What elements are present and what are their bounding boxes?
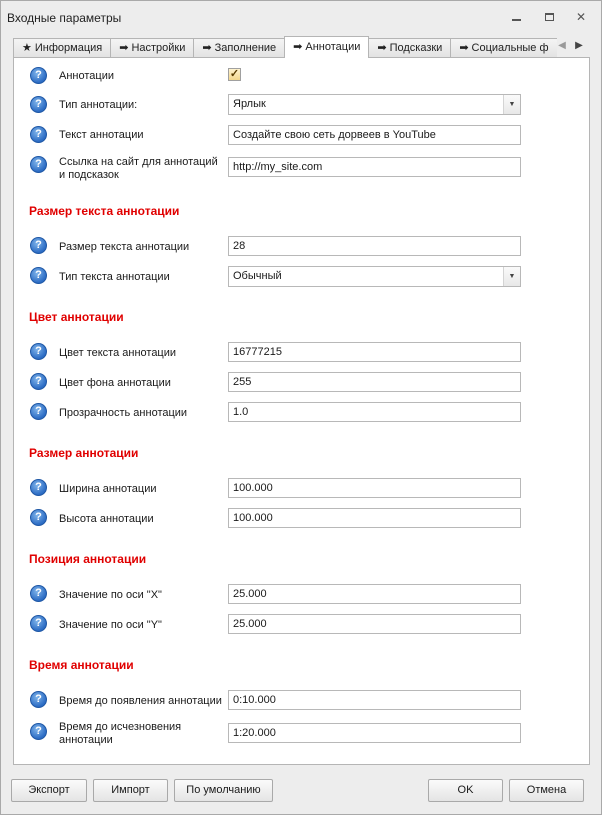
chevron-down-icon[interactable]: ▼ [503, 267, 520, 286]
help-icon[interactable]: ? [30, 267, 47, 284]
help-icon[interactable]: ? [30, 156, 47, 173]
pos-y-label: Значение по оси "Y" [59, 619, 162, 631]
cancel-button[interactable]: Отмена [509, 779, 584, 802]
text-type-label: Тип текста аннотации [59, 271, 170, 283]
maximize-button[interactable] [539, 9, 559, 25]
annotation-text-label: Текст аннотации [59, 129, 144, 141]
chevron-down-icon[interactable]: ▼ [503, 95, 520, 114]
arrow-right-icon: ➡ [119, 42, 129, 54]
arrow-right-icon: ➡ [459, 42, 469, 54]
help-icon[interactable]: ? [30, 479, 47, 496]
site-link-label-line1: Ссылка на сайт для аннотаций [59, 156, 218, 168]
help-icon[interactable]: ? [30, 615, 47, 632]
section-text-size-heading: Размер текста аннотации [29, 204, 180, 218]
show-time-label: Время до появления аннотации [59, 695, 222, 707]
tab-annotations[interactable] [284, 36, 369, 58]
tab-label: Настройки [131, 42, 186, 54]
annotation-type-label: Тип аннотации: [59, 99, 138, 111]
hide-time-label [59, 721, 181, 747]
help-icon[interactable]: ? [30, 403, 47, 420]
help-icon[interactable]: ? [30, 237, 47, 254]
show-time-input[interactable]: 0:10.000 [228, 690, 521, 710]
height-input[interactable]: 100.000 [228, 508, 521, 528]
site-link-label-line2: и подсказок [59, 169, 119, 181]
tab-hints[interactable] [368, 38, 451, 58]
text-color-label: Цвет текста аннотации [59, 347, 177, 359]
help-icon[interactable]: ? [30, 343, 47, 360]
tab-social[interactable] [450, 38, 557, 58]
hide-time-input[interactable]: 1:20.000 [228, 723, 521, 743]
section-size-heading: Размер аннотации [29, 446, 139, 460]
close-button[interactable] [571, 9, 591, 25]
arrow-right-icon: ➡ [377, 42, 387, 54]
text-color-input[interactable]: 16777215 [228, 342, 521, 362]
annotations-label: Аннотации [59, 70, 114, 82]
annotations-checkbox[interactable]: ✓ [229, 68, 240, 80]
title-bar [1, 1, 601, 34]
section-position-heading: Позиция аннотации [29, 552, 147, 566]
width-input[interactable]: 100.000 [228, 478, 521, 498]
export-button[interactable]: Экспорт [11, 779, 87, 802]
star-icon: ★ [22, 42, 32, 54]
text-size-input[interactable]: 28 [228, 236, 521, 256]
site-link-label [59, 156, 218, 182]
help-icon[interactable]: ? [30, 585, 47, 602]
tab-scroll-left-icon[interactable]: ◀ [558, 40, 566, 51]
tab-settings[interactable] [110, 38, 194, 58]
tab-filling[interactable] [193, 38, 285, 58]
help-icon[interactable]: ? [30, 691, 47, 708]
annotation-text-input[interactable]: Создайте свою сеть дорвеев в YouTube [228, 125, 521, 145]
help-icon[interactable]: ? [30, 509, 47, 526]
help-icon[interactable]: ? [30, 96, 47, 113]
bg-color-label: Цвет фона аннотации [59, 377, 171, 389]
section-time-heading: Время аннотации [29, 658, 134, 672]
text-size-label: Размер текста аннотации [59, 241, 190, 253]
close-icon: ✕ [575, 10, 587, 24]
annotation-type-select[interactable] [228, 94, 521, 115]
help-icon[interactable]: ? [30, 67, 47, 84]
tab-panel-annotations [13, 57, 590, 765]
height-label: Высота аннотации [59, 513, 154, 525]
tab-label: Заполнение [214, 42, 277, 54]
help-icon[interactable]: ? [30, 126, 47, 143]
maximize-icon [545, 13, 554, 21]
bg-color-input[interactable]: 255 [228, 372, 521, 392]
site-link-input[interactable]: http://my_site.com [228, 157, 521, 177]
tab-label: Информация [34, 42, 103, 54]
text-type-select[interactable] [228, 266, 521, 287]
ok-button[interactable]: OK [428, 779, 503, 802]
minimize-button[interactable] [506, 9, 526, 25]
import-button[interactable]: Импорт [93, 779, 168, 802]
opacity-input[interactable]: 1.0 [228, 402, 521, 422]
text-type-value: Обычный [233, 270, 282, 282]
arrow-right-icon: ➡ [202, 42, 212, 54]
hide-time-label-line2: аннотации [59, 734, 113, 746]
tab-scroll-right-icon[interactable]: ▶ [575, 40, 583, 51]
annotation-type-value: Ярлык [233, 98, 266, 110]
help-icon[interactable]: ? [30, 723, 47, 740]
help-icon[interactable]: ? [30, 373, 47, 390]
default-button[interactable]: По умолчанию [174, 779, 273, 802]
tab-info[interactable] [13, 38, 111, 58]
section-color-heading: Цвет аннотации [29, 310, 124, 324]
pos-x-input[interactable]: 25.000 [228, 584, 521, 604]
minimize-icon [512, 19, 521, 21]
tab-label: Подсказки [389, 42, 443, 54]
tab-label: Аннотации [305, 41, 361, 53]
arrow-right-icon: ➡ [293, 41, 303, 53]
pos-y-input[interactable]: 25.000 [228, 614, 521, 634]
width-label: Ширина аннотации [59, 483, 157, 495]
window-title: Входные параметры [7, 11, 122, 25]
hide-time-label-line1: Время до исчезновения [59, 721, 182, 733]
tab-label: Социальные ф [471, 42, 549, 54]
tab-bar [13, 36, 557, 58]
opacity-label: Прозрачность аннотации [59, 407, 188, 419]
pos-x-label: Значение по оси "X" [59, 589, 162, 601]
